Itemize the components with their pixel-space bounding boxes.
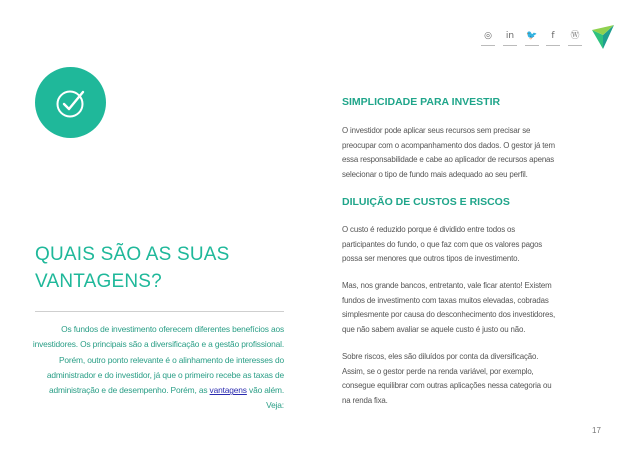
text-line: selecionar o tipo de fundo mais adequado ao seu perfil. — [342, 169, 528, 179]
brand-logo-icon — [592, 25, 614, 49]
text-line: preocupar com o acompanhamento dos dados. O gestor já tem — [342, 140, 555, 150]
text-line: consegue equilibrar com outras aplicações nessa categoria ou — [342, 381, 552, 391]
checkmark-badge — [35, 67, 106, 138]
text-line: essa responsabilidade e cabe ao aplicador de recursos apenas — [342, 155, 555, 165]
instagram-icon[interactable]: ◎ — [478, 30, 498, 46]
section-paragraph-custo — [342, 223, 607, 267]
text-line: Assim, se o gestor perde na renda variável, por exemplo, — [342, 366, 534, 376]
section-paragraph-riscos — [342, 350, 607, 408]
text-line: fundos de investimento com taxas muitos elevadas, cobradas — [342, 295, 549, 305]
wordpress-icon[interactable]: Ⓦ — [565, 30, 585, 46]
text-line: possa ser menores que outros tipos de investimento. — [342, 254, 520, 264]
page-number: 17 — [592, 426, 601, 435]
intro-text: Os fundos de investimento oferecem diferentes benefícios aos investidores. Os principais são a diversificação e a gestão profissional. Porém, outro ponto relevante é o alinhamento de interesses do administrador e do investidor, já que o primeiro recebe as taxas de administração e de desempenho. Porém, as — [32, 324, 284, 396]
linkedin-icon[interactable]: in — [500, 30, 520, 46]
intro-text-end: vão além. Veja: — [246, 385, 284, 411]
text-line: O custo é reduzido porque é dividido entre todos os — [342, 225, 516, 234]
vantagens-link[interactable]: vantagens — [209, 385, 247, 396]
title-line: QUAIS SÃO AS SUAS — [35, 244, 230, 265]
text-line: que não sabem avaliar se aquele custo é justo ou não. — [342, 324, 526, 334]
text-line: participantes do fundo, o que faz com que os valores pagos — [342, 239, 543, 249]
text-line: simplesmente por causa do desconhecimento dos investidores, — [342, 310, 556, 320]
text-line: na renda fixa. — [342, 395, 388, 405]
facebook-icon[interactable]: f — [543, 30, 563, 46]
section-heading-simplicidade: SIMPLICIDADE PARA INVESTIR — [342, 96, 501, 108]
check-circle-icon — [53, 85, 89, 121]
twitter-icon[interactable]: 🐦 — [522, 30, 542, 46]
intro-paragraph — [30, 322, 284, 414]
divider — [35, 311, 284, 312]
text-line: Mas, nos grande bancos, entretanto, vale ficar atento! Existem — [342, 281, 552, 290]
page-title — [35, 241, 295, 295]
text-line: Sobre riscos, eles são diluídos por conta da diversificação. — [342, 352, 539, 361]
section-paragraph-simplicidade — [342, 124, 607, 182]
text-line: O investidor pode aplicar seus recursos sem precisar se — [342, 126, 531, 135]
section-heading-diluicao: DILUIÇÃO DE CUSTOS E RISCOS — [342, 196, 510, 208]
title-line: VANTAGENS? — [35, 271, 162, 292]
section-paragraph-bancos — [342, 279, 607, 337]
